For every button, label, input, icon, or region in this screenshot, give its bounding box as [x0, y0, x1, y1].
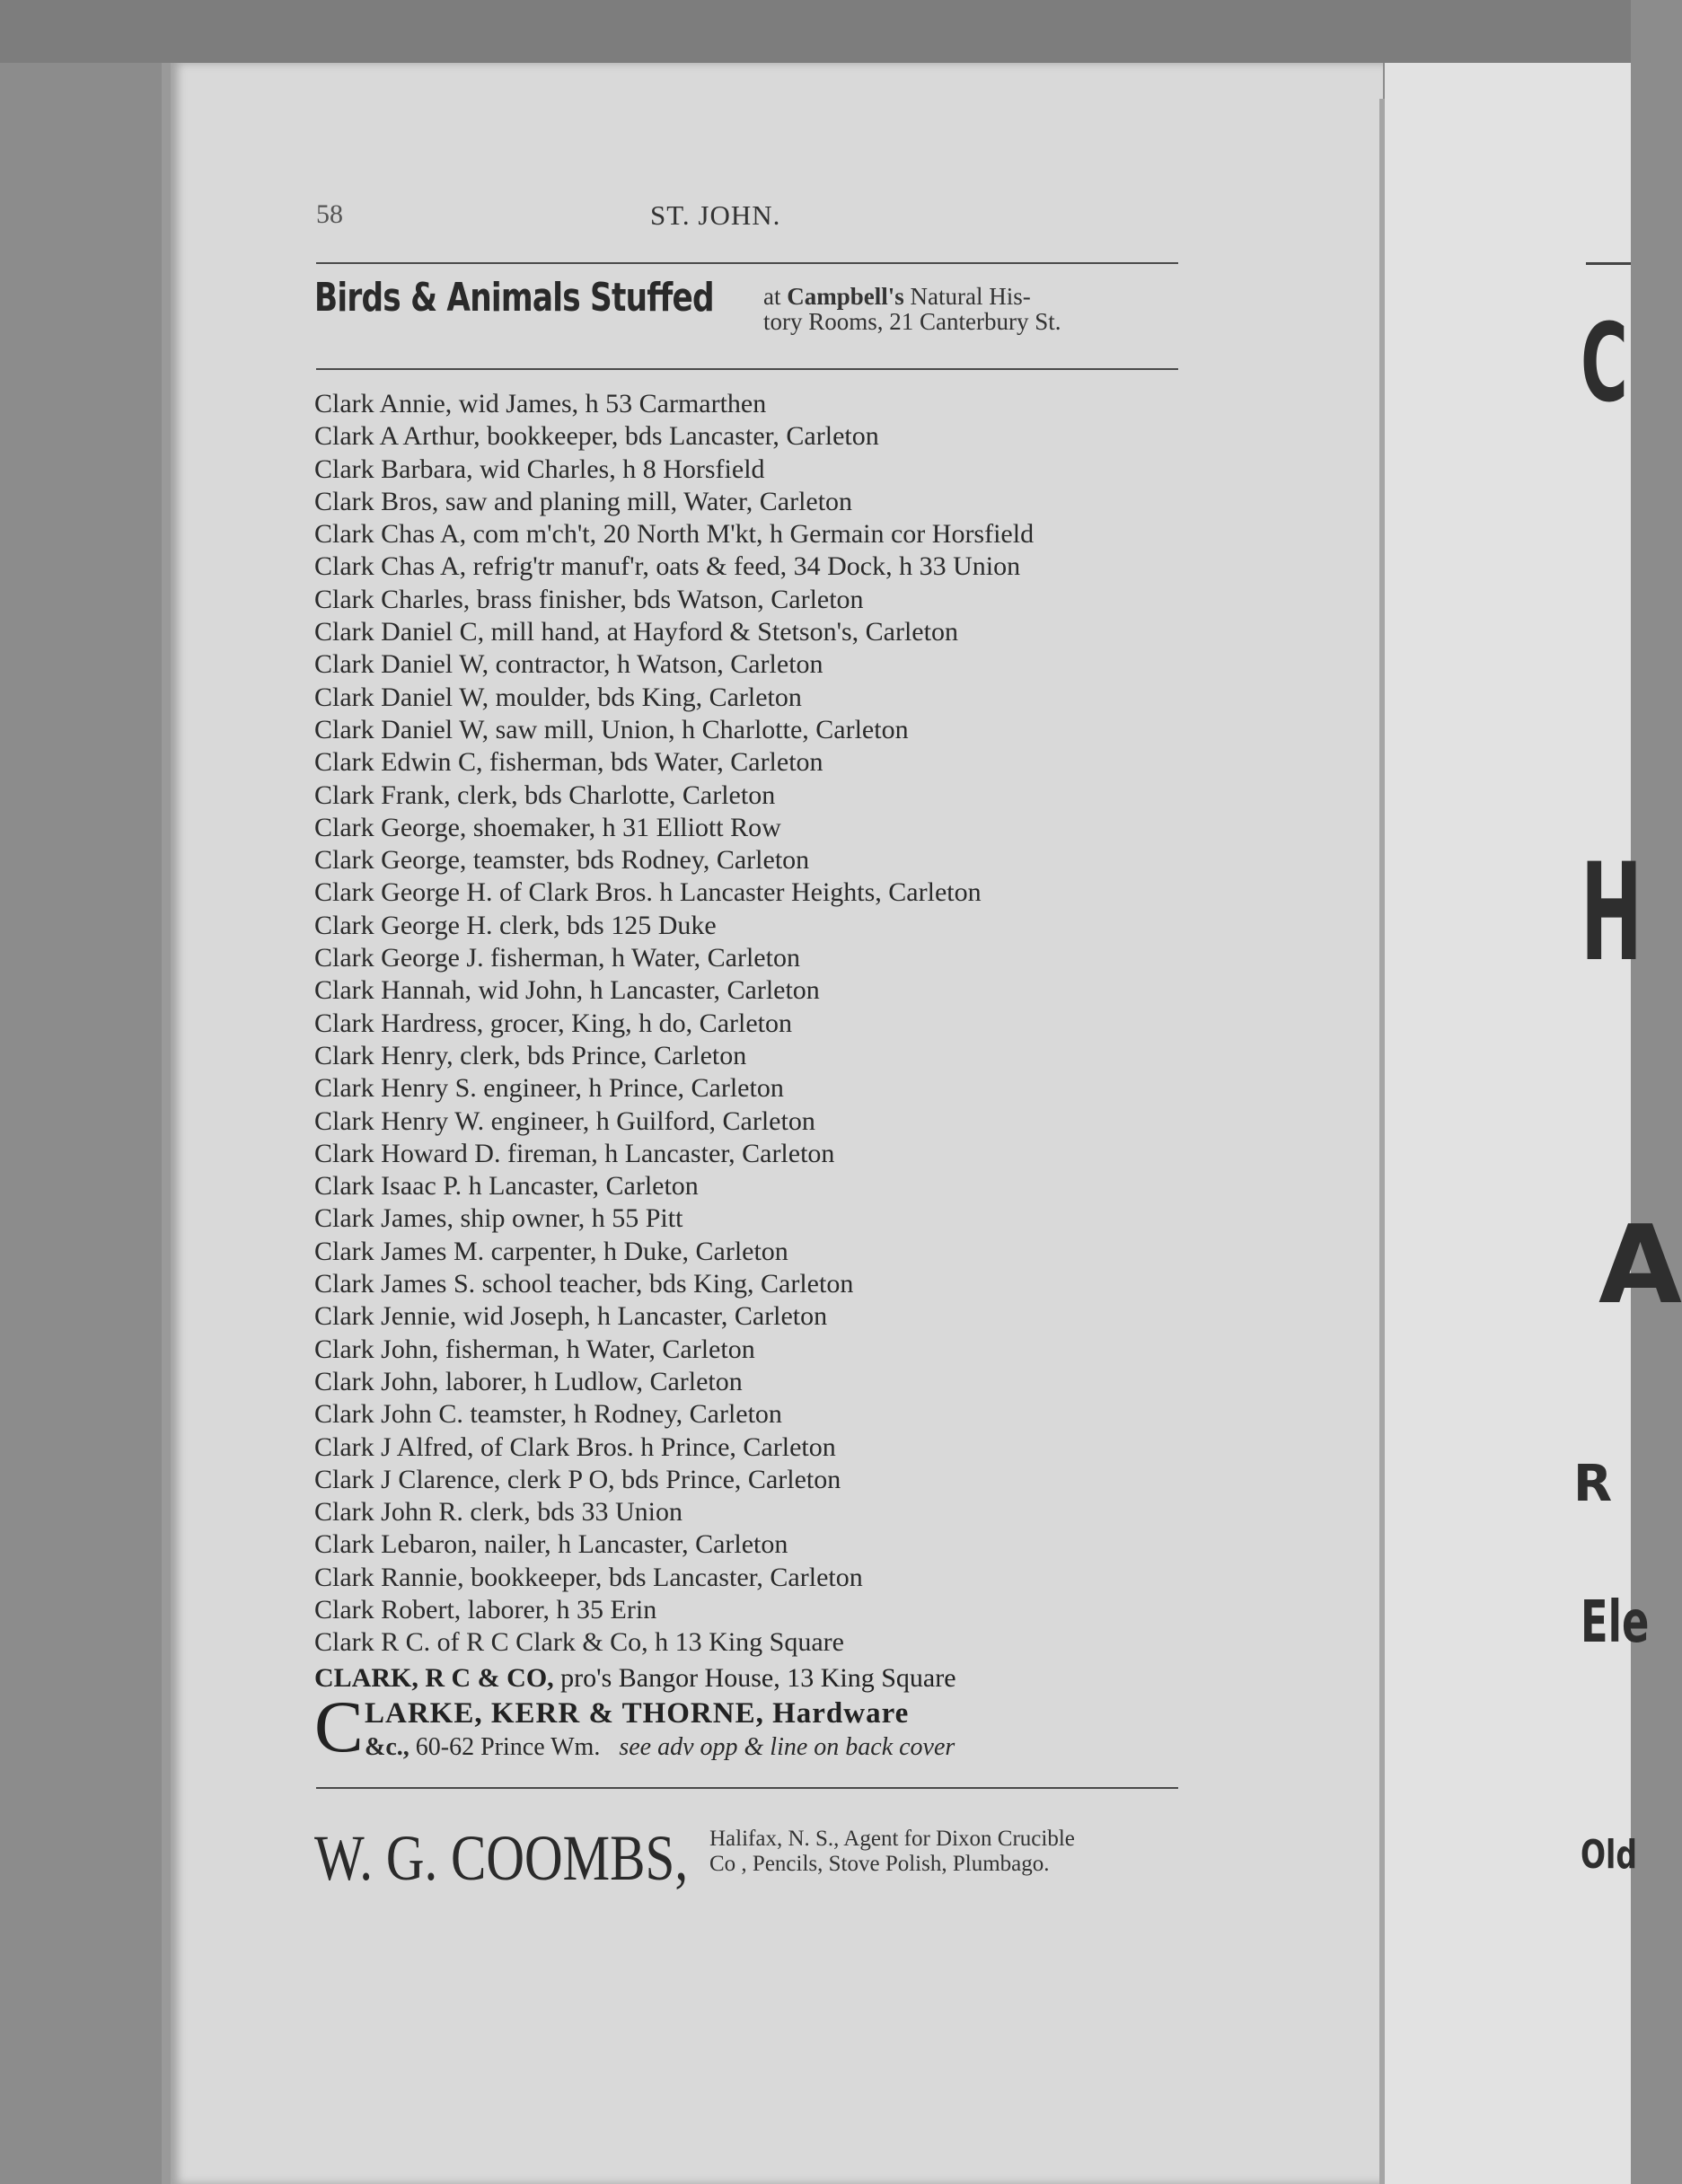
ad-clarke-note: see adv opp & line on back cover [619, 1733, 955, 1761]
list-item: Clark R C. of R C Clark & Co, h 13 King Square [314, 1627, 844, 1658]
right-page-word-old: Old [1581, 1832, 1637, 1878]
list-item: Clark Chas A, refrig'tr manuf'r, oats & feed, 34 Dock, h 33 Union [314, 551, 1021, 582]
list-item: Clark George J. fisherman, h Water, Carleton [314, 943, 800, 973]
running-title: ST. JOHN. [650, 199, 781, 231]
ad-campbell-prefix: at [763, 283, 788, 310]
ad-clarke-kerr-thorne [314, 1686, 1194, 1771]
list-item: Clark J Alfred, of Clark Bros. h Prince, Carleton [314, 1431, 836, 1462]
list-item: Clark Hardress, grocer, King, h do, Carleton [314, 1008, 792, 1038]
running-head [316, 199, 1178, 235]
ad-clarke-etc: &c., [365, 1733, 409, 1761]
ad-clarke-address: 60-62 Prince Wm. [409, 1733, 601, 1761]
list-item: Clark Isaac P. h Lancaster, Carleton [314, 1171, 699, 1202]
ad-campbell-detail [763, 284, 1185, 334]
list-item: Clark Chas A, com m'ch't, 20 North M'kt, h Germain cor Horsfield [314, 519, 1035, 550]
page-number: 58 [316, 199, 343, 229]
list-item: Clark Jennie, wid Joseph, h Lancaster, Carleton [314, 1301, 828, 1332]
ad-campbell-line2: tory Rooms, 21 Canterbury St. [763, 308, 1061, 335]
right-page-letter-a: A [1598, 1203, 1682, 1328]
list-item: Clark George H. clerk, bds 125 Duke [314, 910, 717, 940]
header-rule [316, 262, 1178, 264]
right-page-word-ele: Ele [1581, 1590, 1650, 1656]
list-item: Clark George, shoemaker, h 31 Elliott Row [314, 812, 781, 842]
ad-coombs [314, 1821, 1185, 1902]
list-item: Clark Howard D. fireman, h Lancaster, Carleton [314, 1138, 835, 1168]
list-item: Clark John, laborer, h Ludlow, Carleton [314, 1366, 743, 1396]
ad-campbell-headline: Birds & Animals Stuffed [314, 275, 714, 321]
ad-clarke-line2 [365, 1733, 955, 1762]
list-item: Clark George H. of Clark Bros. h Lancaster Heights, Carleton [314, 877, 982, 908]
ad-clarke-line1: LARKE, KERR & THORNE, Hardware [365, 1697, 910, 1730]
ad-campbell [314, 273, 1185, 363]
list-item: Clark Daniel W, moulder, bds King, Carleton [314, 682, 802, 712]
ad-rule [316, 368, 1178, 370]
list-item: Clark Daniel C, mill hand, at Hayford & Stetson's, Carleton [314, 617, 958, 647]
list-item: Clark Rannie, bookkeeper, bds Lancaster, Carleton [314, 1562, 863, 1592]
footer-rule [316, 1787, 1178, 1789]
list-item: Clark Hannah, wid John, h Lancaster, Carleton [314, 975, 820, 1006]
list-item: Clark Edwin C, fisherman, bds Water, Carleton [314, 747, 823, 778]
clark-rc-co-rest: pro's Bangor House, 13 King Square [553, 1663, 956, 1693]
scan-background [0, 0, 1631, 63]
right-page-letter-h: H [1581, 835, 1643, 991]
directory-entries [314, 388, 1212, 1660]
list-item: Clark Lebaron, nailer, h Lancaster, Carleton [314, 1529, 788, 1560]
list-item: Clark Bros, saw and planing mill, Water, Carleton [314, 486, 853, 516]
list-item: Clark A Arthur, bookkeeper, bds Lancaster, Carleton [314, 421, 879, 452]
ad-coombs-line1: Halifax, N. S., Agent for Dixon Crucible [709, 1827, 1075, 1851]
list-item: Clark George, teamster, bds Rodney, Carleton [314, 845, 810, 876]
list-item: Clark John C. teamster, h Rodney, Carleton [314, 1399, 782, 1430]
clark-rc-co-name: CLARK, R C & CO, [314, 1663, 554, 1693]
list-item: Clark James S. school teacher, bds King, Carleton [314, 1269, 854, 1299]
list-item: Clark Daniel W, contractor, h Watson, Carleton [314, 649, 823, 680]
list-item: Clark Frank, clerk, bds Charlotte, Carleton [314, 779, 776, 810]
ad-coombs-line2: Co , Pencils, Stove Polish, Plumbago. [709, 1852, 1050, 1876]
right-page-letter-c: C [1581, 302, 1628, 427]
list-item: Clark Henry S. engineer, h Prince, Carleton [314, 1073, 784, 1104]
list-item: Clark James M. carpenter, h Duke, Carleton [314, 1236, 788, 1266]
list-item: Clark Daniel W, saw mill, Union, h Charlotte, Carleton [314, 714, 909, 744]
list-item: Clark John R. clerk, bds 33 Union [314, 1497, 682, 1528]
list-item: Clark J Clarence, clerk P O, bds Prince, Carleton [314, 1464, 841, 1494]
right-page-rule [1586, 262, 1631, 265]
ad-coombs-desc [709, 1827, 1075, 1877]
ad-campbell-name: Campbell's [787, 283, 904, 310]
list-item: Clark John, fisherman, h Water, Carleton [314, 1334, 755, 1364]
right-page-letter-r: R [1573, 1455, 1616, 1513]
clark-rc-co-entry [314, 1663, 956, 1694]
ad-coombs-name: W. G. COOMBS, [314, 1822, 689, 1894]
list-item: Clark Barbara, wid Charles, h 8 Horsfield [314, 454, 765, 484]
list-item: Clark James, ship owner, h 55 Pitt [314, 1203, 683, 1234]
list-item: Clark Robert, laborer, h 35 Erin [314, 1594, 657, 1625]
list-item: Clark Annie, wid James, h 53 Carmarthen [314, 389, 767, 418]
drop-cap: C [314, 1686, 364, 1767]
list-item: Clark Henry, clerk, bds Prince, Carleton [314, 1040, 747, 1070]
list-item: Clark Henry W. engineer, h Guilford, Carleton [314, 1105, 815, 1136]
list-item: Clark Charles, brass finisher, bds Watson, Carleton [314, 584, 864, 614]
ad-campbell-suffix: Natural His- [903, 283, 1031, 310]
